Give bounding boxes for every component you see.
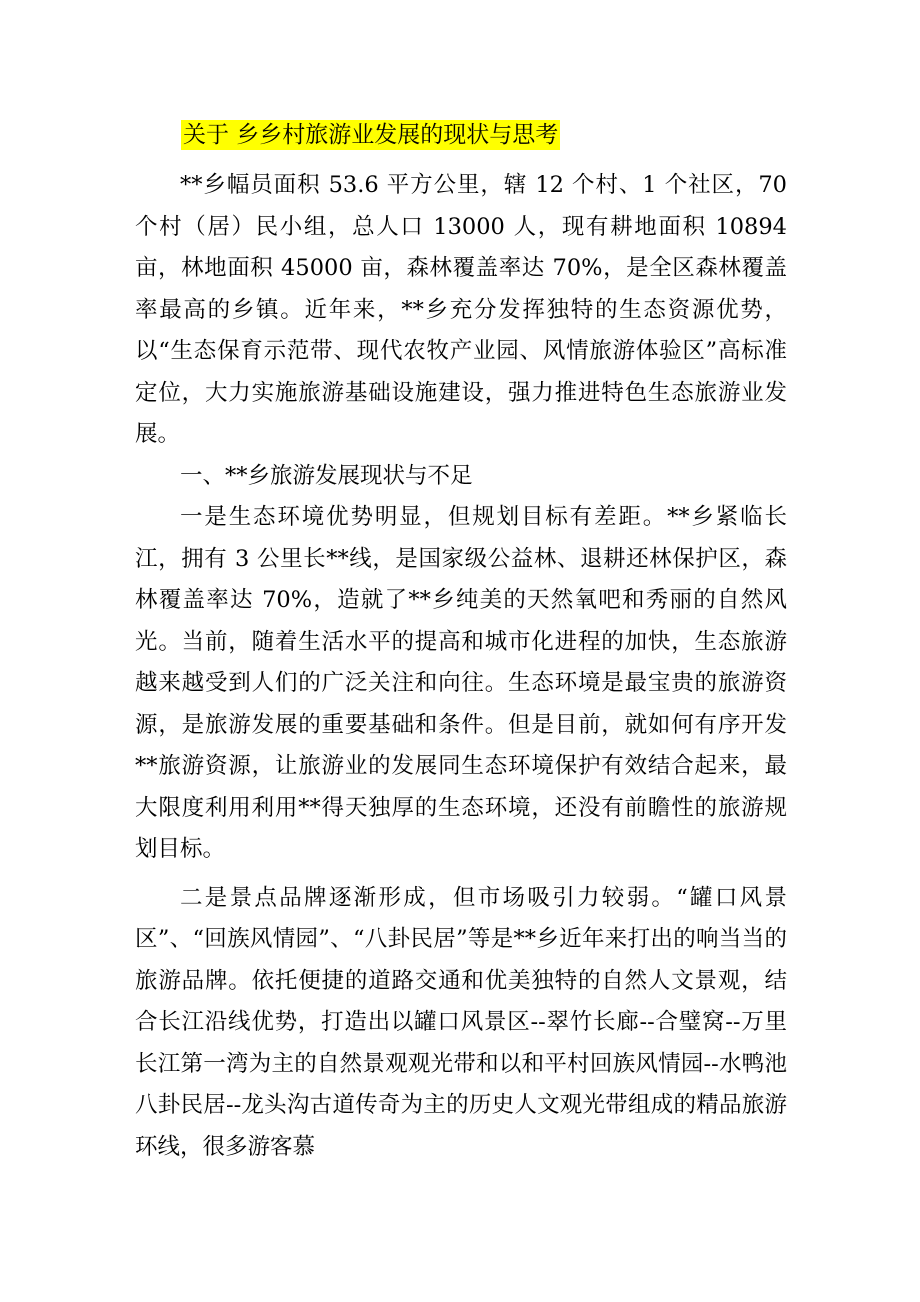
paragraph-brand: 二是景点品牌逐渐形成，但市场吸引力较弱。“罐口风景区”、“回族风情园”、“八卦民居”等是**乡近年来打出的响当当的旅游品牌。依托便捷的道路交通和优美独特的自然人文景观，结合长江沿线优势，打造出以罐口风景区--翠竹长廊--合璧窝--万里长江第一湾为主的自然景观观光带和以和平村回族风情园--水鸭池八卦民居--龙头沟古道传奇为主的历史人文观光带组成的精品旅游环线，很多游客慕 [135,884,787,1160]
document-body [135,165,787,1168]
paragraph-overview: **乡幅员面积 53.6 平方公里，辖 12 个村、1 个社区，70 个村（居）民小组，总人口 13000 人，现有耕地面积 10894 亩，林地面积 45000 亩，森林覆盖率达 70%，是全区森林覆盖率最高的乡镇。近年来，**乡充分发挥独特的生态资源优势，以“生态保育示范带、现代农牧产业园、风情旅游体验区”高标准定位，大力实施旅游基础设施建设，强力推进特色生态旅游业发展。 [135,172,787,447]
document-title-container [181,117,560,153]
paragraph-ecology: 一是生态环境优势明显，但规划目标有差距。**乡紧临长江，拥有 3 公里长**线，是国家级公益林、退耕还林保护区，森林覆盖率达 70%，造就了**乡纯美的天然氧吧和秀丽的自然风光。当前，随着生活水平的提高和城市化进程的加快，生态旅游越来越受到人们的广泛关注和向往。生态环境是最宝贵的旅游资源，是旅游发展的重要基础和条件。但是目前，就如何有序开发**旅游资源，让旅游业的发展同生态环境保护有效结合起来，最大限度利用利用**得天独厚的生态环境，还没有前瞻性的旅游规划目标。 [135,504,787,862]
document-title: 关于 乡乡村旅游业发展的现状与思考 [183,122,559,148]
section-heading-1: 一、**乡旅游发展现状与不足 [180,462,473,489]
